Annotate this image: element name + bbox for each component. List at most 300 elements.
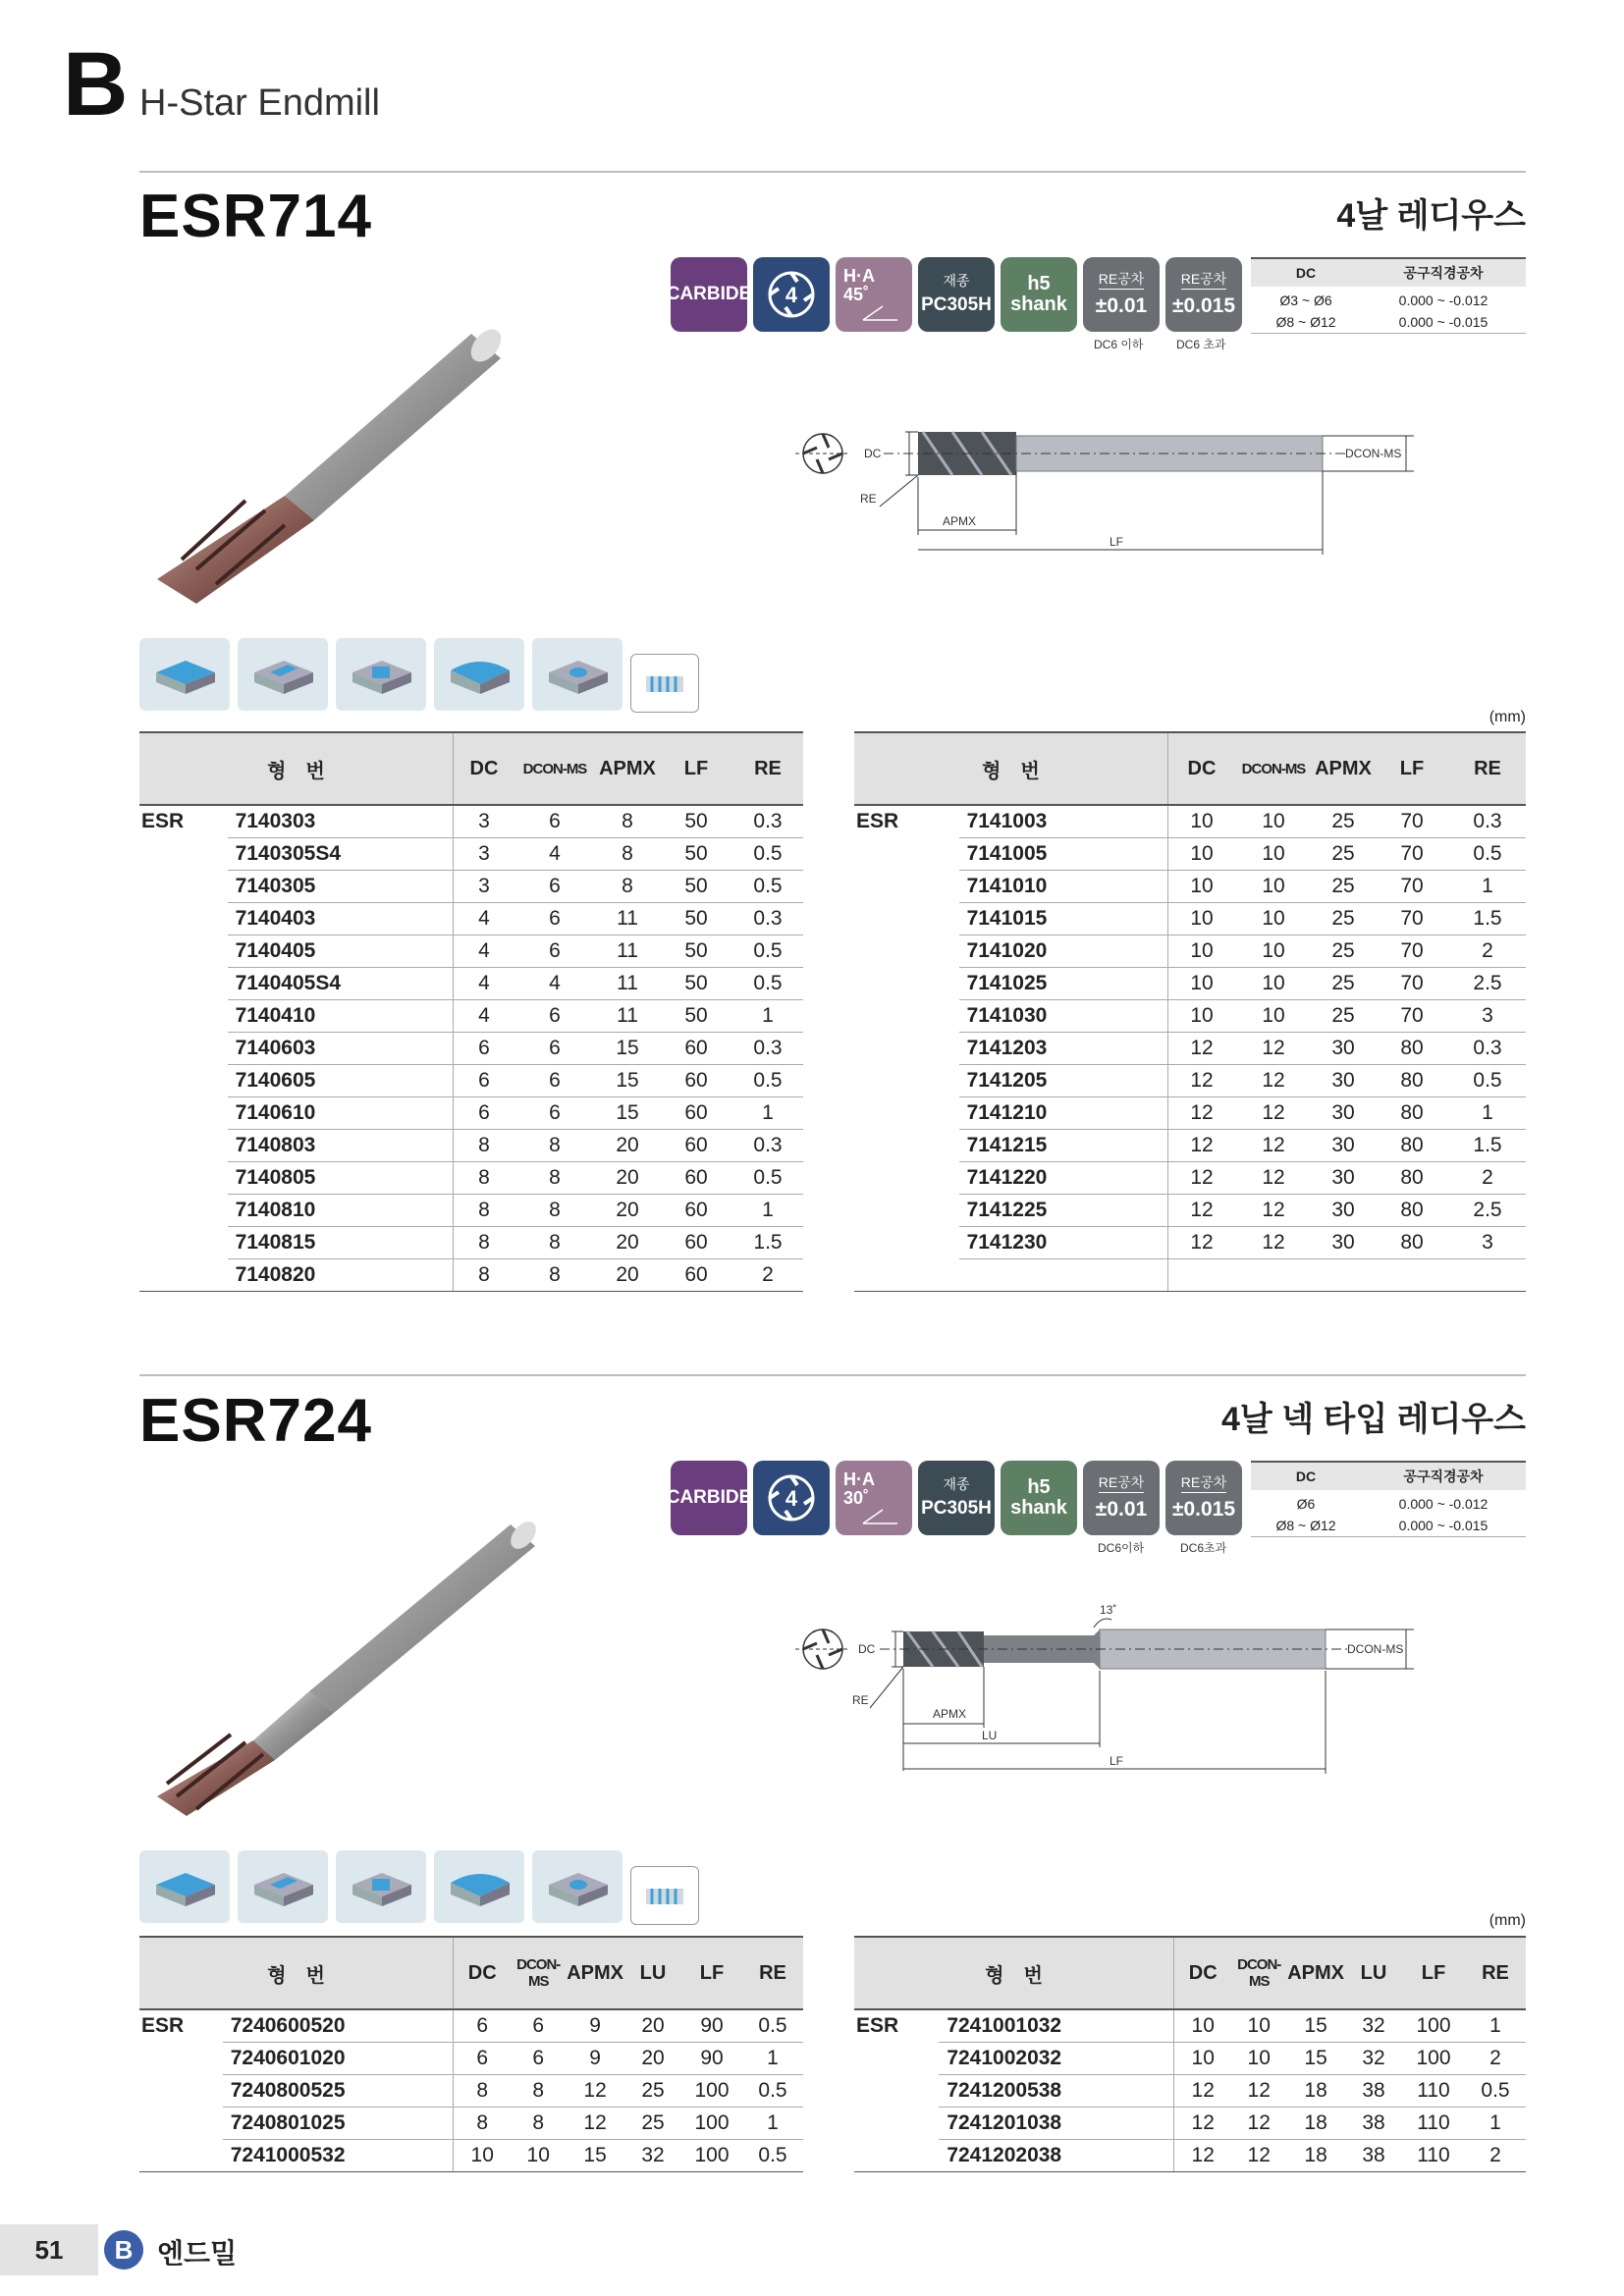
model-title: ESR714 (139, 183, 372, 250)
series-prefix (139, 1227, 228, 1259)
table-cell: 60 (660, 1033, 732, 1065)
series-prefix (139, 935, 228, 968)
table-cell: 12 (1168, 1130, 1236, 1162)
table-cell: 50 (660, 871, 732, 903)
part-number: 7240800525 (223, 2075, 454, 2108)
table-cell: 20 (595, 1162, 660, 1195)
table-row (139, 2108, 803, 2140)
table-row (854, 838, 1526, 871)
series-prefix (854, 2075, 939, 2108)
table-cell: 80 (1375, 1097, 1449, 1130)
table-row (854, 935, 1526, 968)
table-cell: 0.5 (732, 1065, 803, 1097)
column-header: DC (1168, 732, 1236, 805)
plunging-icon (532, 1850, 623, 1923)
table-cell: 30 (1312, 1033, 1375, 1065)
table-row (139, 1130, 803, 1162)
table-row (854, 903, 1526, 935)
series-prefix (854, 1227, 959, 1259)
table-cell: 8 (454, 1259, 515, 1292)
column-header: DC (454, 732, 515, 805)
table-cell: 8 (454, 1130, 515, 1162)
table-cell: 70 (1375, 805, 1449, 838)
series-prefix (854, 968, 959, 1000)
table-row (139, 805, 803, 838)
table-cell: 6 (514, 1097, 595, 1130)
table-cell: 8 (514, 1162, 595, 1195)
table-cell: 70 (1375, 935, 1449, 968)
table-cell: 6 (514, 1033, 595, 1065)
table-cell: 3 (454, 871, 515, 903)
table-cell: 11 (595, 1000, 660, 1033)
part-number: 7141003 (959, 805, 1168, 838)
table-row (139, 2043, 803, 2075)
series-prefix (139, 1097, 228, 1130)
table-cell: 8 (454, 1195, 515, 1227)
divider (139, 171, 1526, 173)
table-cell: 100 (681, 2108, 742, 2140)
table-cell: 1 (732, 1097, 803, 1130)
table-cell: 10 (1235, 838, 1312, 871)
table-cell: 20 (595, 1130, 660, 1162)
table-cell: 1 (742, 2043, 803, 2075)
part-number: 7140305 (228, 871, 454, 903)
table-cell: 12 (1231, 2075, 1286, 2108)
contouring-icon (434, 638, 524, 711)
table-cell: 10 (1231, 2009, 1286, 2043)
shank-badge: h5 shank (1001, 1461, 1077, 1535)
table-body (139, 2009, 803, 2172)
part-number: 7141205 (959, 1065, 1168, 1097)
table-row (854, 1097, 1526, 1130)
table-cell: 8 (595, 871, 660, 903)
table-cell: 18 (1286, 2108, 1345, 2140)
table-cell: 8 (454, 2108, 512, 2140)
table-cell: 25 (624, 2075, 681, 2108)
table-cell: 60 (660, 1162, 732, 1195)
dimension-diagram (785, 1602, 1434, 1779)
table-cell: 6 (454, 1033, 515, 1065)
table-row (139, 935, 803, 968)
table-cell: 110 (1402, 2108, 1465, 2140)
table-row (854, 2108, 1526, 2140)
unit-label: (mm) (1489, 1912, 1526, 1929)
table-cell: 80 (1375, 1227, 1449, 1259)
table-cell: 1 (742, 2108, 803, 2140)
table-cell: 25 (1312, 968, 1375, 1000)
table-cell (854, 1259, 959, 1292)
table-cell: 8 (514, 1227, 595, 1259)
table-cell: 6 (514, 805, 595, 838)
re-tolerance-badge: RE공차 ±0.01 (1083, 1461, 1160, 1535)
column-header: RE (742, 1937, 803, 2009)
series-prefix (139, 871, 228, 903)
part-number: 7141005 (959, 838, 1168, 871)
section-letter: B (63, 34, 129, 134)
table-cell: 10 (1235, 968, 1312, 1000)
table-cell: 0.5 (732, 935, 803, 968)
grade-badge: 재종 PC305H (918, 1461, 995, 1535)
badge-note: DC6초과 (1180, 1541, 1227, 1555)
table-cell: 12 (1235, 1130, 1312, 1162)
table-cell: 15 (1286, 2043, 1345, 2075)
spec-table (854, 1936, 1526, 2172)
helix-angle-badge: H·A 45˚ (836, 257, 912, 332)
table-cell: 25 (1312, 903, 1375, 935)
series-prefix (139, 903, 228, 935)
series-prefix (139, 1130, 228, 1162)
series-prefix (139, 838, 228, 871)
table-cell: 2 (1449, 1162, 1526, 1195)
part-number: 7140303 (228, 805, 454, 838)
table-cell: 4 (454, 1000, 515, 1033)
table-cell: 18 (1286, 2075, 1345, 2108)
table-cell: 25 (1312, 805, 1375, 838)
table-cell: 8 (595, 838, 660, 871)
table-cell: 80 (1375, 1130, 1449, 1162)
table-cell: 6 (454, 1097, 515, 1130)
series-prefix (139, 1259, 228, 1292)
grade-badge: 재종 PC305H (918, 257, 995, 332)
table-cell: 10 (1168, 903, 1236, 935)
part-number: 7141230 (959, 1227, 1168, 1259)
table-cell: 2 (732, 1259, 803, 1292)
table-cell: 1 (732, 1000, 803, 1033)
table-cell: 25 (1312, 935, 1375, 968)
table-cell: 18 (1286, 2140, 1345, 2172)
part-number: 7141025 (959, 968, 1168, 1000)
column-header: DC (454, 1937, 512, 2009)
flute-count-badge (753, 1461, 830, 1535)
table-cell: 0.3 (732, 805, 803, 838)
table-cell: 1 (1465, 2108, 1526, 2140)
table-cell: 30 (1312, 1195, 1375, 1227)
table-cell: 12 (1168, 1033, 1236, 1065)
table-cell: 6 (514, 1000, 595, 1033)
column-header: RE (1449, 732, 1526, 805)
series-prefix (139, 2108, 223, 2140)
table-cell: 12 (566, 2108, 624, 2140)
column-header: LF (1402, 1937, 1465, 2009)
page-number: 51 (0, 2224, 98, 2275)
spec-table (139, 1936, 803, 2172)
table-cell: 4 (514, 838, 595, 871)
table-cell: 10 (511, 2140, 566, 2172)
table-cell: 100 (681, 2075, 742, 2108)
part-number: 7140403 (228, 903, 454, 935)
table-cell: 12 (1235, 1162, 1312, 1195)
table-cell (1312, 1259, 1375, 1292)
dimension-diagram (785, 412, 1434, 560)
column-header: APMX (566, 1937, 624, 2009)
column-header: 형 번 (139, 1937, 454, 2009)
table-cell: 0.3 (1449, 805, 1526, 838)
table-row (139, 1097, 803, 1130)
column-header: APMX (1312, 732, 1375, 805)
table-row (854, 1227, 1526, 1259)
unit-label: (mm) (1489, 709, 1526, 725)
column-header: DCON-MS (511, 1937, 566, 2009)
table-cell: 30 (1312, 1130, 1375, 1162)
svg-text:13˚: 13˚ (1100, 1603, 1117, 1617)
re-tolerance-badge: RE공차 ±0.015 (1165, 257, 1242, 332)
table-cell: 20 (595, 1195, 660, 1227)
table-cell (1449, 1259, 1526, 1292)
pocketing-icon (336, 638, 426, 711)
table-cell: 10 (1235, 871, 1312, 903)
table-cell: 8 (514, 1259, 595, 1292)
part-number: 7241002032 (939, 2043, 1173, 2075)
table-cell: 1 (1449, 1097, 1526, 1130)
table-cell: 110 (1402, 2140, 1465, 2172)
svg-text:RE: RE (852, 1693, 869, 1707)
section-badge: B (104, 2230, 143, 2269)
table-cell: 4 (454, 903, 515, 935)
table-cell: 12 (1168, 1227, 1236, 1259)
table-cell: 6 (511, 2009, 566, 2043)
column-header: LF (1375, 732, 1449, 805)
table-cell: 20 (595, 1227, 660, 1259)
series-prefix (139, 1000, 228, 1033)
svg-text:DCON-MS: DCON-MS (1347, 1642, 1404, 1656)
table-row (139, 1162, 803, 1195)
table-row (139, 871, 803, 903)
part-number: 7140610 (228, 1097, 454, 1130)
table-cell: 0.5 (742, 2009, 803, 2043)
table-cell: 90 (681, 2043, 742, 2075)
table-cell: 32 (1345, 2043, 1402, 2075)
table-cell: 60 (660, 1195, 732, 1227)
column-header: APMX (595, 732, 660, 805)
table-cell: 70 (1375, 968, 1449, 1000)
table-cell: 60 (660, 1130, 732, 1162)
table-cell: 8 (454, 2075, 512, 2108)
face-milling-icon (139, 1850, 230, 1923)
table-cell: 2 (1465, 2140, 1526, 2172)
table-cell: 1 (1465, 2009, 1526, 2043)
svg-text:APMX: APMX (933, 1707, 967, 1721)
application-icons (139, 1850, 699, 1925)
table-row (854, 805, 1526, 838)
table-cell: 6 (514, 903, 595, 935)
spec-badges (666, 1461, 1242, 1535)
part-number: 7141225 (959, 1195, 1168, 1227)
divider (139, 1374, 1526, 1376)
table-cell: 25 (1312, 838, 1375, 871)
badge-note: DC6 이하 (1094, 338, 1144, 351)
table-cell: 4 (514, 968, 595, 1000)
slotting-icon (238, 1850, 328, 1923)
part-number: 7140405S4 (228, 968, 454, 1000)
table-cell: 10 (1168, 968, 1236, 1000)
tolerance-table: DC 공구직경공차 Ø6 0.000 ~ -0.012 Ø8 ~ Ø12 0.000 ~ -0.015 (1251, 1461, 1526, 1537)
table-row (139, 1065, 803, 1097)
pocketing-icon (336, 1850, 426, 1923)
table-row (139, 838, 803, 871)
table-row (854, 1162, 1526, 1195)
series-prefix (854, 903, 959, 935)
table-row (139, 2140, 803, 2172)
table-cell: 100 (1402, 2043, 1465, 2075)
table-cell: 30 (1312, 1162, 1375, 1195)
table-cell: 38 (1345, 2108, 1402, 2140)
column-header: RE (1465, 1937, 1526, 2009)
flute-icon (761, 1468, 822, 1528)
contouring-icon (434, 1850, 524, 1923)
table-cell: 15 (595, 1033, 660, 1065)
part-number: 7240601020 (223, 2043, 454, 2075)
column-header: 형 번 (854, 1937, 1174, 2009)
ribbing-icon (630, 654, 699, 713)
table-cell: 10 (1168, 1000, 1236, 1033)
ribbing-icon (630, 1866, 699, 1925)
table-cell: 2 (1465, 2043, 1526, 2075)
series-prefix (854, 2140, 939, 2172)
svg-text:DC: DC (864, 447, 882, 460)
svg-text:APMX: APMX (943, 514, 977, 528)
table-cell: 25 (624, 2108, 681, 2140)
table-row (854, 1000, 1526, 1033)
table-cell: 8 (514, 1130, 595, 1162)
table-cell: 50 (660, 903, 732, 935)
table-cell: 11 (595, 935, 660, 968)
table-cell: 70 (1375, 1000, 1449, 1033)
shank-badge: h5 shank (1001, 257, 1077, 332)
series-prefix (139, 2140, 223, 2172)
badge-note: DC6 초과 (1176, 338, 1226, 351)
angle-icon (843, 1508, 902, 1525)
series-prefix (854, 2108, 939, 2140)
endmill-photo (137, 324, 511, 618)
table-row (139, 2075, 803, 2108)
part-number: 7140820 (228, 1259, 454, 1292)
series-prefix (854, 1195, 959, 1227)
table-row (854, 2075, 1526, 2108)
table-row (139, 1000, 803, 1033)
table-cell: 110 (1402, 2075, 1465, 2108)
table-cell: 60 (660, 1097, 732, 1130)
table-body (139, 805, 803, 1292)
table-cell: 12 (1231, 2108, 1286, 2140)
table-cell: 25 (1312, 871, 1375, 903)
table-cell (959, 1259, 1168, 1292)
table-cell: 8 (511, 2075, 566, 2108)
table-row (854, 1130, 1526, 1162)
part-number: 7240801025 (223, 2108, 454, 2140)
column-header: APMX (1286, 1937, 1345, 2009)
table-cell: 80 (1375, 1162, 1449, 1195)
table-cell (1168, 1259, 1236, 1292)
series-prefix (139, 2075, 223, 2108)
table-row (139, 1033, 803, 1065)
part-number: 7140605 (228, 1065, 454, 1097)
column-header: RE (732, 732, 803, 805)
table-cell: 0.3 (1449, 1033, 1526, 1065)
table-cell: 0.3 (732, 1130, 803, 1162)
table-cell: 0.5 (732, 968, 803, 1000)
table-cell: 90 (681, 2009, 742, 2043)
series-prefix (854, 1097, 959, 1130)
table-cell (1235, 1259, 1312, 1292)
table-cell: 70 (1375, 903, 1449, 935)
table-cell: 12 (1168, 1162, 1236, 1195)
table-cell: 0.5 (732, 871, 803, 903)
table-row (854, 2043, 1526, 2075)
svg-text:4: 4 (785, 1486, 798, 1511)
slotting-icon (238, 638, 328, 711)
model-subtitle: 4날 넥 타입 레디우스 (1221, 1401, 1526, 1438)
column-header: LF (681, 1937, 742, 2009)
column-header: DCON-MS (1231, 1937, 1286, 2009)
table-cell: 30 (1312, 1227, 1375, 1259)
table-cell: 8 (454, 1162, 515, 1195)
svg-text:RE: RE (860, 492, 877, 506)
re-tolerance-badge: RE공차 ±0.015 (1165, 1461, 1242, 1535)
table-row (854, 1065, 1526, 1097)
part-number: 7241202038 (939, 2140, 1173, 2172)
table-cell: 6 (514, 935, 595, 968)
table-cell: 4 (454, 968, 515, 1000)
table-row (854, 1195, 1526, 1227)
table-cell: 12 (1235, 1097, 1312, 1130)
table-cell: 12 (1168, 1097, 1236, 1130)
table-cell: 15 (595, 1097, 660, 1130)
table-cell: 12 (1174, 2075, 1232, 2108)
tolerance-table: DC 공구직경공차 Ø3 ~ Ø6 0.000 ~ -0.012 Ø8 ~ Ø12 0.000 ~ -0.015 (1251, 257, 1526, 334)
part-number: 7141215 (959, 1130, 1168, 1162)
table-cell: 25 (1312, 1000, 1375, 1033)
table-cell: 8 (454, 1227, 515, 1259)
series-prefix: ESR (856, 810, 899, 833)
angle-icon (843, 304, 902, 322)
table-cell: 10 (1168, 805, 1236, 838)
table-cell: 50 (660, 968, 732, 1000)
column-header: DC (1174, 1937, 1232, 2009)
table-cell: 0.5 (732, 838, 803, 871)
part-number: 7241000532 (223, 2140, 454, 2172)
table-cell: 0.5 (742, 2075, 803, 2108)
table-cell: 10 (1174, 2043, 1232, 2075)
table-row (139, 903, 803, 935)
part-number: 7140603 (228, 1033, 454, 1065)
table-cell: 100 (681, 2140, 742, 2172)
table-row (854, 2009, 1526, 2043)
part-number: 7140410 (228, 1000, 454, 1033)
table-cell: 12 (1168, 1195, 1236, 1227)
table-cell: 32 (624, 2140, 681, 2172)
table-cell: 80 (1375, 1195, 1449, 1227)
table-cell: 0.5 (1449, 1065, 1526, 1097)
model-subtitle: 4날 레디우스 (1336, 197, 1526, 235)
table-cell: 11 (595, 968, 660, 1000)
table-cell: 60 (660, 1259, 732, 1292)
part-number: 7140805 (228, 1162, 454, 1195)
carbide-badge: CARBIDE (671, 257, 747, 332)
model-title: ESR724 (139, 1387, 372, 1455)
part-number: 7241001032 (939, 2009, 1173, 2043)
table-cell: 6 (511, 2043, 566, 2075)
table-cell: 32 (1345, 2009, 1402, 2043)
table-cell: 60 (660, 1227, 732, 1259)
table-cell: 10 (454, 2140, 512, 2172)
carbide-badge: CARBIDE (671, 1461, 747, 1535)
table-cell: 12 (566, 2075, 624, 2108)
column-header: 형 번 (139, 732, 454, 805)
table-row (854, 871, 1526, 903)
part-number: 7141220 (959, 1162, 1168, 1195)
column-header: LF (660, 732, 732, 805)
table-cell: 0.3 (732, 1033, 803, 1065)
